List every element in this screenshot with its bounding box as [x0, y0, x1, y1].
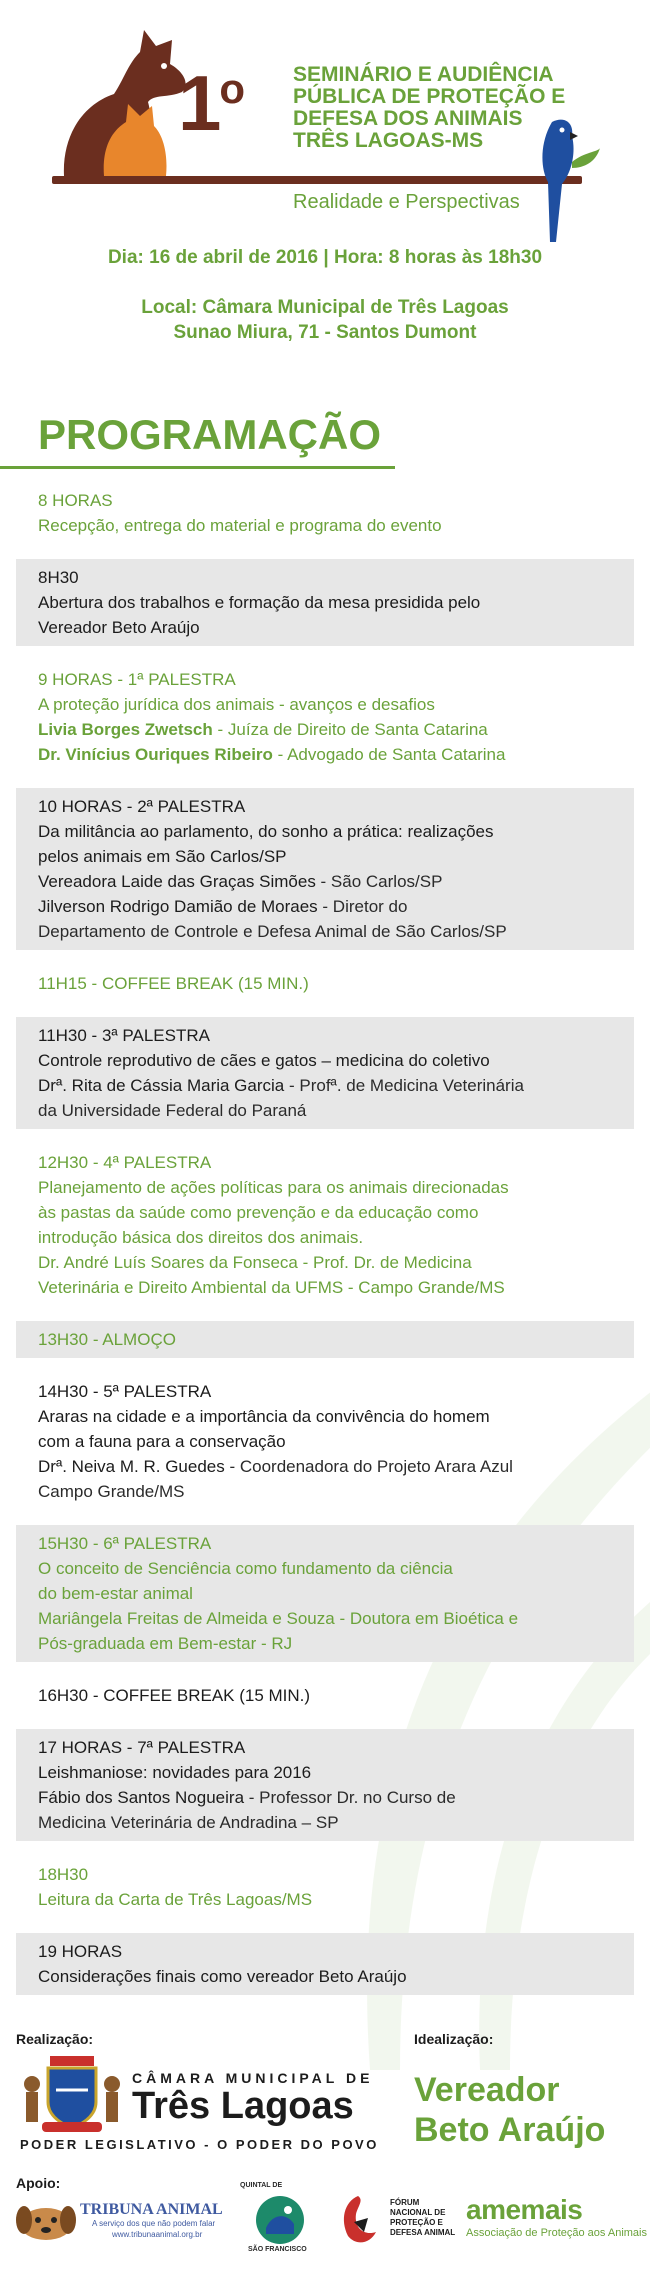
speaker-line: [38, 869, 612, 894]
macaw-illustration-icon: [522, 112, 602, 247]
schedule-item: [16, 965, 634, 1002]
speaker-line: [38, 717, 612, 742]
schedule-time: 11H30 - 3ª PALESTRA: [38, 1026, 210, 1045]
speaker-name: Drª. Rita de Cássia Maria Garcia: [38, 1076, 285, 1095]
event-date: Dia: 16 de abril de 2016 | Hora: 8 horas às 18h30: [107, 247, 543, 268]
event-title-line: SEMINÁRIO E AUDIÊNCIA: [293, 63, 554, 86]
speaker-desc: Campo Grande/MS: [38, 1482, 185, 1501]
schedule-item: [16, 1677, 634, 1714]
schedule-time: 16H30 - COFFEE BREAK (15 MIN.): [38, 1686, 311, 1705]
vereador-line: Beto Araújo: [414, 2111, 606, 2149]
speaker-desc: - Profª. de Medicina Veterinária: [284, 1076, 524, 1095]
event-title-line: PÚBLICA DE PROTEÇÃO E: [293, 85, 566, 108]
forum-name: [390, 2198, 460, 2238]
schedule-text: introdução básica dos direitos dos animais.: [38, 1228, 364, 1247]
schedule-item: [16, 788, 634, 950]
schedule-time: 15H30 - 6ª PALESTRA: [38, 1534, 212, 1553]
edition-number: 1$^o$: [178, 59, 244, 147]
schedule-item: [16, 1729, 634, 1841]
schedule-text: Recepção, entrega do material e programa do evento: [38, 516, 442, 535]
forum-line: DEFESA ANIMAL: [390, 2228, 456, 2237]
speaker-desc: Pós-graduada em Bem-estar - RJ: [38, 1634, 293, 1653]
schedule-text: A proteção jurídica dos animais - avanços e desafios: [38, 695, 435, 714]
schedule-item: [16, 1321, 634, 1358]
speaker-line: [38, 1454, 612, 1479]
footer-sponsors: [0, 2020, 650, 2270]
idealizacao-label: Idealização:: [414, 2031, 494, 2047]
vereador-name: [414, 2070, 605, 2150]
tribuna-name: TRIBUNA ANIMAL: [80, 2201, 223, 2218]
quintal-logo-icon: [252, 2194, 308, 2246]
schedule-text: Planejamento de ações políticas para os animais direcionadas: [38, 1178, 509, 1197]
schedule-time: 8 HORAS: [38, 491, 113, 510]
speaker-line: [38, 1785, 612, 1810]
programacao-title: PROGRAMAÇÃO: [38, 411, 381, 458]
schedule-item: [16, 661, 634, 773]
speaker-name: Drª. Neiva M. R. Guedes: [38, 1457, 225, 1476]
dog-and-cat-illustration-icon: [44, 24, 194, 184]
schedule-item: [16, 1933, 634, 1995]
forum-line: NACIONAL DE: [390, 2208, 446, 2217]
speaker-desc: Veterinária e Direito Ambiental da UFMS - Campo Grande/MS: [38, 1278, 505, 1297]
speaker-line: [38, 1250, 612, 1275]
speaker-name: Dr. André Luís Soares da Fonseca: [38, 1253, 298, 1272]
event-title-line: DEFESA DOS ANIMAIS: [293, 107, 523, 130]
forum-line: FÓRUM: [390, 2198, 420, 2207]
speaker-line: [38, 1073, 612, 1098]
camara-name-big: Três Lagoas: [132, 2085, 354, 2127]
event-subtitle: Realidade e Perspectivas: [293, 191, 520, 213]
amemais-logo: amemais: [466, 2194, 583, 2225]
speaker-name: Vereadora Laide das Graças Simões: [38, 872, 316, 891]
schedule-item: [16, 1856, 634, 1918]
coat-of-arms-icon: [16, 2050, 128, 2134]
tribuna-url: www.tribunaanimal.org.br: [112, 2230, 203, 2239]
apoio-label: Apoio:: [16, 2175, 61, 2191]
speaker-desc: - Coordenadora do Projeto Arara Azul: [224, 1457, 513, 1476]
schedule-text: Vereador Beto Araújo: [38, 618, 200, 637]
realizacao-label: Realização:: [16, 2031, 94, 2047]
speaker-desc: - Juíza de Direito de Santa Catarina: [212, 720, 488, 739]
speaker-line: [38, 894, 612, 919]
quintal-label: QUINTAL DE: [240, 2182, 283, 2189]
schedule-text: com a fauna para a conservação: [38, 1432, 286, 1451]
tribuna-tagline: A serviço dos que não podem falar: [92, 2219, 216, 2228]
schedule-text: do bem-estar animal: [38, 1584, 193, 1603]
schedule-text: às pastas da saúde como prevenção e da educação como: [38, 1203, 479, 1222]
schedule-time: 14H30 - 5ª PALESTRA: [38, 1382, 212, 1401]
speaker-desc: - São Carlos/SP: [315, 872, 443, 891]
vereador-line: Vereador: [414, 2071, 560, 2109]
amemais-tagline: Associação de Proteção aos Animais: [466, 2227, 647, 2239]
schedule-text: O conceito de Senciência como fundamento da ciência: [38, 1559, 453, 1578]
schedule-time: 19 HORAS: [38, 1942, 123, 1961]
speaker-desc: Medicina Veterinária de Andradina – SP: [38, 1813, 339, 1832]
schedule-text: Controle reprodutivo de cães e gatos – medicina do coletivo: [38, 1051, 490, 1070]
schedule-time: 17 HORAS - 7ª PALESTRA: [38, 1738, 246, 1757]
speaker-name: Jilverson Rodrigo Damião de Moraes: [38, 897, 318, 916]
speaker-desc: da Universidade Federal do Paraná: [38, 1101, 307, 1120]
speaker-name: Livia Borges Zwetsch: [38, 720, 213, 739]
schedule-time: 12H30 - 4ª PALESTRA: [38, 1153, 212, 1172]
event-location-line: Local: Câmara Municipal de Três Lagoas: [141, 297, 509, 318]
schedule-time: 10 HORAS - 2ª PALESTRA: [38, 797, 246, 816]
quintal-sub: SÃO FRANCISCO: [248, 2246, 307, 2253]
event-location: [0, 295, 650, 345]
schedule-item: [16, 1144, 634, 1306]
schedule-text: Da militância ao parlamento, do sonho a prática: realizações: [38, 822, 494, 841]
speaker-desc: - Advogado de Santa Catarina: [272, 745, 506, 764]
speaker-line: [38, 1606, 612, 1631]
schedule-item: [16, 1525, 634, 1662]
speaker-line: [38, 742, 612, 767]
dog-logo-icon: [14, 2196, 78, 2242]
forum-logo-icon: [334, 2192, 384, 2248]
event-header: [0, 0, 650, 360]
schedule-item: [16, 1373, 634, 1510]
event-location-line: Sunao Miura, 71 - Santos Dumont: [173, 322, 477, 343]
programacao-underline: [0, 466, 395, 469]
schedule-time: 8H30: [38, 568, 79, 587]
schedule-time: 13H30 - ALMOÇO: [38, 1330, 176, 1349]
camara-name-small: CÂMARA MUNICIPAL DE: [132, 2070, 374, 2086]
event-title-line: TRÊS LAGOAS-MS: [293, 129, 484, 152]
speaker-name: Dr. Vinícius Ouriques Ribeiro: [38, 745, 273, 764]
schedule-item: [16, 559, 634, 646]
schedule-time: 18H30: [38, 1865, 89, 1884]
schedule-text: Araras na cidade e a importância da convivência do homem: [38, 1407, 490, 1426]
schedule-text: Leitura da Carta de Três Lagoas/MS: [38, 1890, 313, 1909]
speaker-name: Mariângela Freitas de Almeida e Souza: [38, 1609, 335, 1628]
speaker-name: Fábio dos Santos Nogueira: [38, 1788, 245, 1807]
schedule-item: [16, 482, 634, 544]
schedule-text: Leishmaniose: novidades para 2016: [38, 1763, 312, 1782]
schedule-time: 9 HORAS - 1ª PALESTRA: [38, 670, 236, 689]
schedule-text: Considerações finais como vereador Beto Araújo: [38, 1967, 407, 1986]
camara-motto: PODER LEGISLATIVO - O PODER DO POVO: [20, 2137, 379, 2152]
schedule-text: Abertura dos trabalhos e formação da mesa presidida pelo: [38, 593, 481, 612]
schedule-text: pelos animais em São Carlos/SP: [38, 847, 287, 866]
header-branch-bar: [52, 176, 582, 184]
schedule-time: 11H15 - COFFEE BREAK (15 MIN.): [38, 974, 309, 993]
speaker-desc: - Prof. Dr. de Medicina: [297, 1253, 472, 1272]
speaker-desc: Departamento de Controle e Defesa Animal de São Carlos/SP: [38, 922, 507, 941]
speaker-desc: - Professor Dr. no Curso de: [244, 1788, 456, 1807]
forum-line: PROTEÇÃO E: [390, 2218, 443, 2227]
schedule-item: [16, 1017, 634, 1129]
speaker-desc: - Doutora em Bioética e: [334, 1609, 519, 1628]
speaker-desc: - Diretor do: [317, 897, 408, 916]
schedule-list: [16, 482, 634, 2010]
